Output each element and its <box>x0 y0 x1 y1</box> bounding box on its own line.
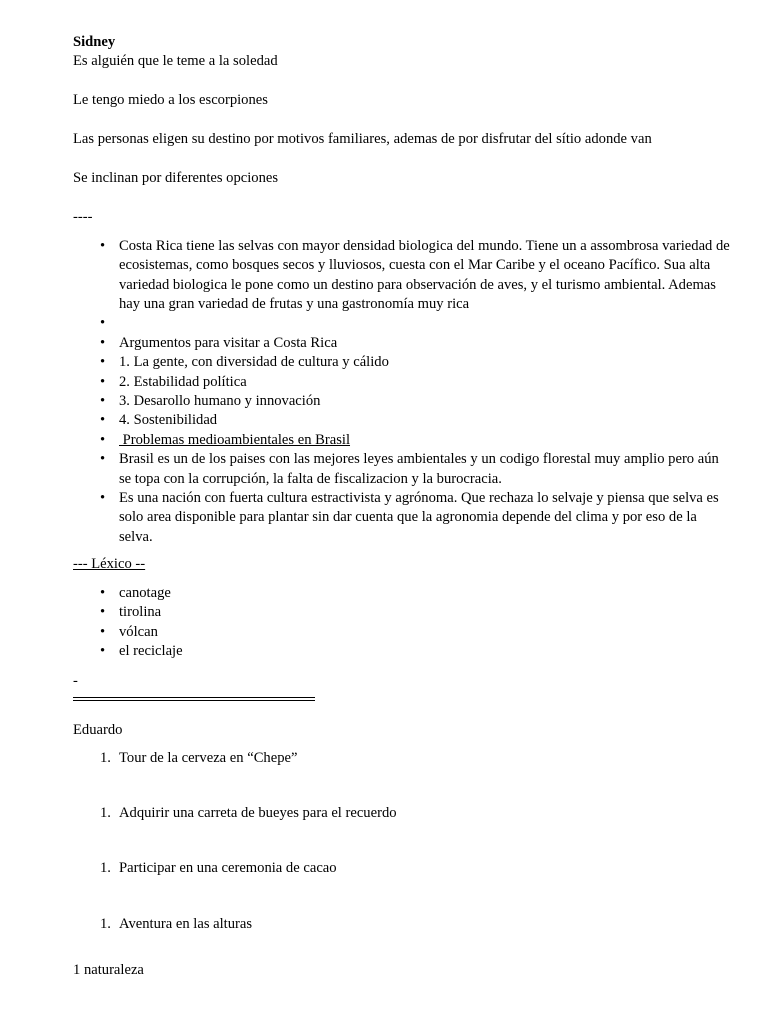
list-item <box>73 804 733 823</box>
bullet-icon: • <box>100 584 106 601</box>
list-item-text: 1. La gente, con diversidad de cultura y cálido <box>119 354 389 371</box>
list-item-text: Adquirir una carreta de bueyes para el recuerdo <box>119 805 397 822</box>
section-heading: Problemas medioambientales en Brasil <box>119 431 351 448</box>
list-item-text: Argumentos para visitar a Costa Rica <box>119 334 338 351</box>
dash-separator: - <box>73 673 78 690</box>
list-item-text: Tour de la cerveza en “Chepe” <box>119 750 298 767</box>
list-item <box>73 353 733 372</box>
paragraph: Le tengo miedo a los escorpiones <box>73 92 268 109</box>
list-item <box>73 450 733 489</box>
list-item-text: Brasil es un de los paises con las mejores leyes ambientales y un codigo florestal muy amplio pero aún se topa con la corrupción, la falta de fiscalizacion y la burocracia. <box>119 451 719 487</box>
list-number: 1. <box>100 750 111 767</box>
document-page <box>73 33 733 980</box>
list-number: 1. <box>100 916 111 933</box>
bullet-icon: • <box>100 315 106 332</box>
list-item <box>73 411 733 430</box>
list-item-text: Participar en una ceremonia de cacao <box>119 860 337 877</box>
paragraph: Se inclinan por diferentes opciones <box>73 170 279 187</box>
list-item <box>73 489 733 547</box>
blank-line <box>73 150 733 170</box>
bullet-icon: • <box>100 431 106 448</box>
list-item-text: 4. Sostenibilidad <box>119 412 218 429</box>
dash-separator: ---- <box>73 209 93 226</box>
list-number: 1. <box>100 805 111 822</box>
bullet-icon: • <box>100 393 106 410</box>
paragraph: 1 naturaleza <box>73 961 144 978</box>
list-item-text: Es una nación con fuerta cultura estractivista y agrónoma. Que rechaza lo selvaje y piensa que selva es solo area disponible para plantar sin dar cuenta que la agronomia depende del clima y por eso de la selva. <box>119 490 719 545</box>
list-item <box>73 584 733 603</box>
bullet-icon: • <box>100 623 106 640</box>
list-item <box>73 237 733 315</box>
bullet-icon: • <box>100 604 106 621</box>
list-item <box>73 642 733 661</box>
list-item <box>73 859 733 878</box>
bullet-icon: • <box>100 334 106 351</box>
bullet-icon: • <box>100 490 106 507</box>
doc-title: Sidney <box>73 34 116 50</box>
list-item <box>73 334 733 353</box>
numbered-list <box>73 749 733 934</box>
bullet-icon: • <box>100 642 106 659</box>
paragraph: Las personas eligen su destino por motivos familiares, ademas de por disfrutar del sítio adonde van <box>73 131 652 148</box>
bullet-icon: • <box>100 354 106 371</box>
list-item <box>73 431 733 450</box>
list-item-text: el reciclaje <box>119 642 183 659</box>
bullet-icon: • <box>100 373 106 390</box>
list-item <box>73 392 733 411</box>
list-item-text: 3. Desarollo humano y innovación <box>119 393 321 410</box>
blank-line <box>73 111 733 131</box>
list-item <box>73 373 733 392</box>
list-item <box>73 749 733 768</box>
list-item-text: tirolina <box>119 604 162 621</box>
bullet-icon: • <box>100 237 106 254</box>
bullet-icon: • <box>100 451 106 468</box>
list-item <box>73 603 733 622</box>
list-item-text: 2. Estabilidad política <box>119 373 247 390</box>
paragraph: Es alguién que le teme a la soledad <box>73 53 278 70</box>
list-item <box>73 314 733 333</box>
lexico-list <box>73 584 733 662</box>
bullet-icon: • <box>100 412 106 429</box>
lexico-heading: --- Léxico -- <box>73 556 146 573</box>
blank-line <box>73 189 733 209</box>
list-item-text: vólcan <box>119 623 158 640</box>
list-number: 1. <box>100 860 111 877</box>
list-item-text: canotage <box>119 584 171 601</box>
list-item <box>73 623 733 642</box>
list-item-text: Aventura en las alturas <box>119 916 253 933</box>
horizontal-divider <box>73 697 315 701</box>
list-item-text: Costa Rica tiene las selvas con mayor densidad biologica del mundo. Tiene un a assombrosa variedad de ecosistemas, como bosques secos y lluviosos, cuesta con el Mar Caribe y el oceano Pacífico. Sua alta variedad biologica le pone como un destino para observación de aves, y el turismo ambiental. Ademas hay una gran variedad de frutas y una gastronomía muy rica <box>119 237 730 313</box>
blank-line <box>73 72 733 92</box>
section-label: Eduardo <box>73 721 123 738</box>
list-item <box>73 915 733 934</box>
bullet-list <box>73 237 733 547</box>
